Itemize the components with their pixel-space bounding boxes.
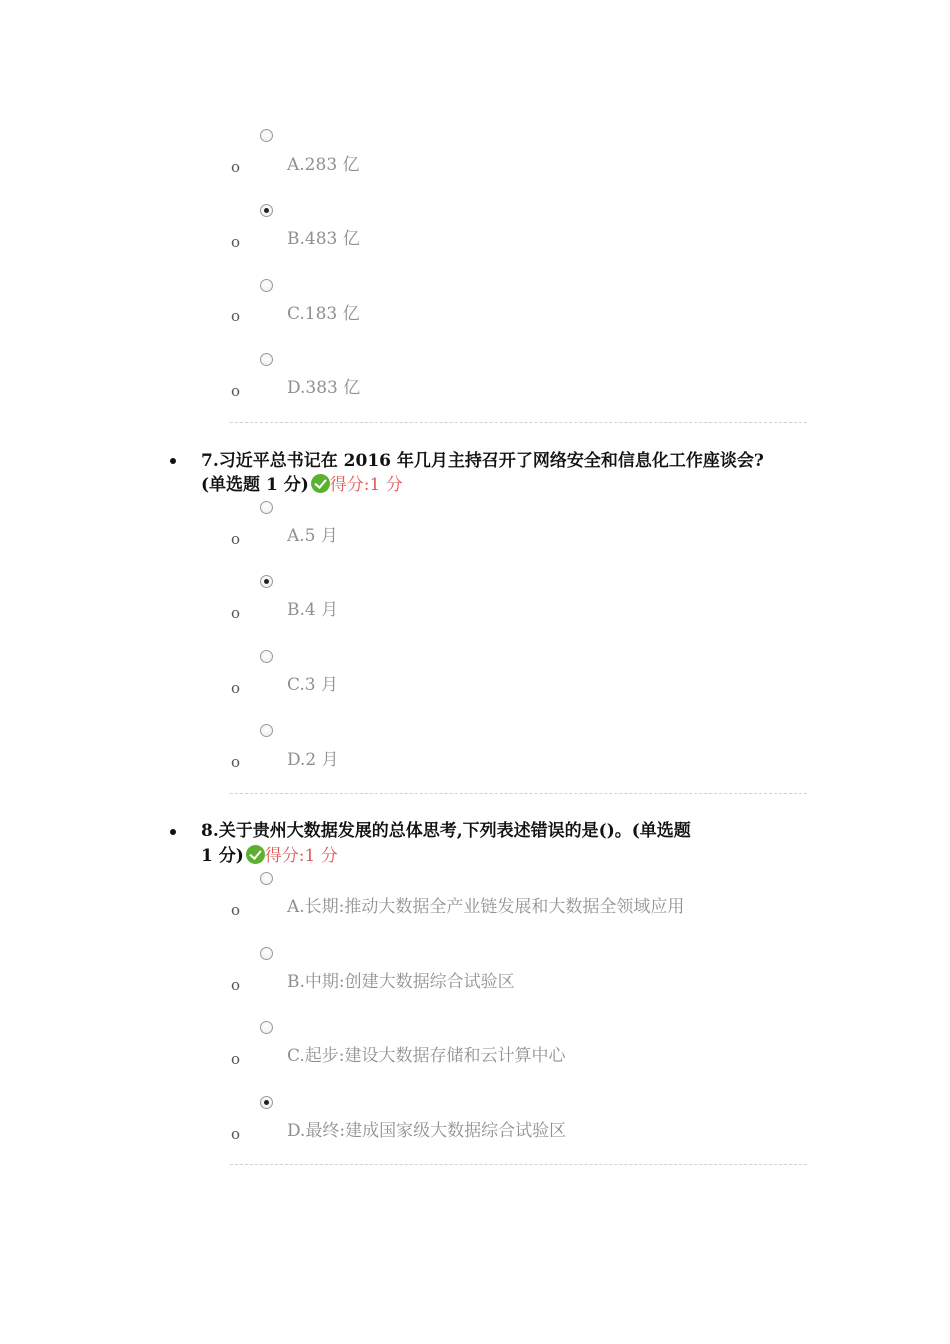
option-label-q7-b: B.4 月 [287,600,339,620]
radio-q8-d[interactable] [260,1096,273,1109]
question-7-text: 7.习近平总书记在 2016 年几月主持召开了网络安全和信息化工作座谈会? [201,451,764,471]
question-bullet [170,829,176,835]
radio-q8-b[interactable] [260,947,273,960]
option-label-q6-a: A.283 亿 [287,155,360,175]
option-label-q6-b: B.483 亿 [287,229,360,249]
list-marker: o [231,604,241,622]
question-divider [230,422,807,423]
list-marker: o [231,1050,241,1068]
list-marker: o [231,976,241,994]
list-marker: o [231,158,241,176]
option-label-q7-a: A.5 月 [287,526,338,546]
radio-q7-d[interactable] [260,724,273,737]
radio-q6-b[interactable] [260,204,273,217]
list-marker: o [231,679,241,697]
radio-q7-a[interactable] [260,501,273,514]
radio-q6-d[interactable] [260,353,273,366]
radio-q7-c[interactable] [260,650,273,663]
question-7-meta [201,473,403,497]
radio-selected-dot [264,208,269,213]
question-7-type: (单选题 1 分) [201,475,309,495]
question-bullet [170,458,176,464]
question-8-meta [201,844,338,868]
score-label: 得分:1 分 [264,846,338,866]
list-marker: o [231,233,241,251]
list-marker: o [231,901,241,919]
score-label: 得分:1 分 [329,475,403,495]
radio-q8-a[interactable] [260,872,273,885]
list-marker: o [231,382,241,400]
radio-q6-a[interactable] [260,129,273,142]
option-label-q8-d: D.最终:建成国家级大数据综合试验区 [287,1121,567,1141]
option-label-q6-d: D.383 亿 [287,378,361,398]
question-8-type: 1 分) [201,846,244,866]
radio-selected-dot [264,1100,269,1105]
option-label-q7-c: C.3 月 [287,675,339,695]
list-marker: o [231,753,241,771]
option-label-q8-b: B.中期:创建大数据综合试验区 [287,972,515,992]
option-label-q8-a: A.长期:推动大数据全产业链发展和大数据全领域应用 [287,897,685,917]
question-divider [230,1164,807,1165]
list-marker: o [231,1125,241,1143]
list-marker: o [231,307,241,325]
radio-q7-b[interactable] [260,575,273,588]
radio-selected-dot [264,579,269,584]
radio-q8-c[interactable] [260,1021,273,1034]
option-label-q7-d: D.2 月 [287,750,339,770]
option-label-q8-c: C.起步:建设大数据存储和云计算中心 [287,1046,566,1066]
option-label-q6-c: C.183 亿 [287,304,360,324]
check-circle-icon [311,474,330,493]
list-marker: o [231,530,241,548]
check-circle-icon [246,845,265,864]
radio-q6-c[interactable] [260,279,273,292]
question-8-text: 8.关于贵州大数据发展的总体思考,下列表述错误的是()。(单选题 [201,821,691,841]
question-divider [230,793,807,794]
